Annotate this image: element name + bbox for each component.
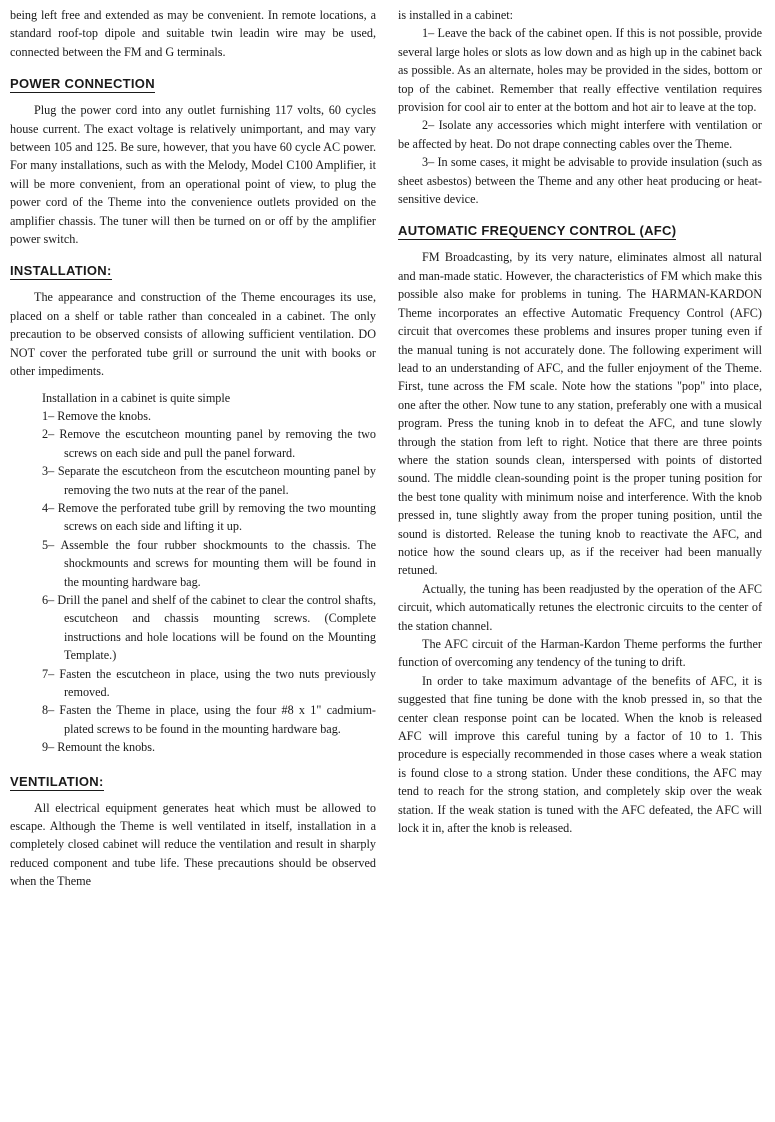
installation-heading: INSTALLATION:: [10, 263, 112, 279]
power-connection-heading: POWER CONNECTION: [10, 76, 155, 92]
installation-step: 2– Remove the escutcheon mounting panel by removing the two screws on each side and pull the panel forward.: [42, 427, 376, 460]
power-connection-text: Plug the power cord into any outlet furnishing 117 volts, 60 cycles house current. The exact voltage is relatively unimportant, and may vary between 105 and 125. Be sure, however, that you have 60 cycle AC power. For many installations, such as with the Melody, Model C100 Amplifier, it will be more convenient, from an operational point of view, to plug the power cord of the Theme into the convenience outlets provided on the amplifier chassis. The tuner will then be turned on or off by the amplifier power switch.: [10, 103, 376, 247]
power-connection-heading-wrap: [10, 75, 376, 93]
installation-text: The appearance and construction of the Theme encourages its use, placed on a shelf or table rather than concealed in a cabinet. The only precaution to be observed consists of allowing sufficient ventilation. DO NOT cover the perforated tube grill or surround the unit with books or other impediments.: [10, 290, 376, 379]
installation-step: 7– Fasten the escutcheon in place, using the two nuts previously removed.: [42, 666, 376, 699]
ventilation-step: 1– Leave the back of the cabinet open. If this is not possible, provide several large holes or slots as low down and as high up in the cabinet back as possible. As an alternate, holes may be provided in the sides, bottom or top of the cabinet. Remember that really effective ventilation requires provision for cool air to enter at the bottom and hot air to leave at the top.: [398, 26, 762, 115]
installation-step: 1– Remove the knobs.: [42, 408, 151, 423]
installation-steps-intro: Installation in a cabinet is quite simple: [42, 390, 231, 405]
installation-step: 5– Assemble the four rubber shockmounts to the chassis. The shockmounts and screws for mounting them will be found in the mounting hardware bag.: [42, 537, 376, 589]
installation-step: 8– Fasten the Theme in place, using the four #8 x 1" cadmium-plated screws to be found in the mounting hardware bag.: [42, 703, 376, 736]
afc-heading-wrap: [398, 222, 762, 240]
ventilation-text: All electrical equipment generates heat which must be allowed to escape. Although the Theme is well ventilated in itself, installation in a completely closed cabinet will reduce the ventilation and result in sharply reduced component and tube life. These precautions should be observed when the Theme: [10, 800, 376, 889]
afc-paragraph: Actually, the tuning has been readjusted by the operation of the AFC circuit, which automatically retunes the electronic circuits to the center of the station channel.: [398, 581, 762, 633]
ventilation-heading: VENTILATION:: [10, 773, 104, 789]
ventilation-continuation-text: is installed in a cabinet:: [398, 8, 514, 22]
installation-steps-list: [10, 407, 376, 757]
installation-step: 6– Drill the panel and shelf of the cabinet to clear the control shafts, escutcheon and chassis mounting screws. (Complete instructions and hole locations will be found on the Mounting Template.): [42, 592, 376, 663]
left-column: [10, 6, 376, 891]
afc-paragraph: In order to take maximum advantage of the benefits of AFC, it is suggested that fine tuning be done with the knob pressed in, so that the center clean response point can be located. When the knob is released AFC will improve this careful tuning by a factor of 10 to 1. This procedure is especially recommended in those cases where a weak station is found close to a strong station. Under these conditions, the AFC may tend to reach for the strong station, and completely skip over the weak station. If the weak station is tuned with the AFC defeated, the AFC will lock it in, after the knob is released.: [398, 673, 762, 836]
installation-step: 3– Separate the escutcheon from the escutcheon mounting panel by removing the two nuts at the rear of the panel.: [42, 464, 376, 497]
afc-heading: AUTOMATIC FREQUENCY CONTROL (AFC): [398, 223, 677, 239]
installation-step: 4– Remove the perforated tube grill by removing the two mounting screws on each side and lifting it up.: [42, 500, 376, 534]
afc-paragraph: The AFC circuit of the Harman-Kardon Theme performs the further function of overcoming any tendency of the tuning to drift.: [398, 637, 762, 670]
right-column: [398, 6, 762, 837]
ventilation-heading-wrap: [10, 773, 376, 791]
installation-step: 9– Remount the knobs.: [42, 740, 156, 755]
installation-heading-wrap: [10, 262, 376, 280]
ventilation-step: 3– In some cases, it might be advisable to provide insulation (such as sheet asbestos) between the Theme and any other heat producing or heat-sensitive device.: [398, 155, 762, 207]
antenna-continuation-text: being left free and extended as may be convenient. In remote locations, a standard roof-top dipole and suitable twin leadin wire may be used, connected between the FM and G terminals.: [10, 8, 376, 59]
ventilation-step: 2– Isolate any accessories which might interfere with ventilation or be affected by heat. Do not drape connecting cables over the Theme.: [398, 118, 762, 151]
afc-paragraph: FM Broadcasting, by its very nature, eliminates almost all natural and man-made static. However, the characteristics of FM which make this possible also make for problems in tuning. The HARMAN-KARDON Theme incorporates an effective Automatic Frequency Control (AFC) circuit that overcomes these problems and insures proper tuning even if the manual tuning is not accurately done. The following experiment will lead to an understanding of AFC, and the fuller enjoyment of the Theme. First, tune across the FM scale. Note how the stations "pop" into place, one after the other. Now tune to any station, preferably one with a musical program. Press the tuning knob in to defeat the AFC, and tune slowly through the station from left to right. Notice that there are three points where the station sounds clean, interspersed with points of distorted sound. The middle clean-sounding point is the proper tuning position for the best tone quality with minimum noise and interference. With the knob pressed in, tune slightly away from the proper tuning position, until the sound is distorted. Release the tuning knob to reactivate the AFC, and notice how the sound clears up, as if the receiver had been manually retuned.: [398, 250, 762, 578]
